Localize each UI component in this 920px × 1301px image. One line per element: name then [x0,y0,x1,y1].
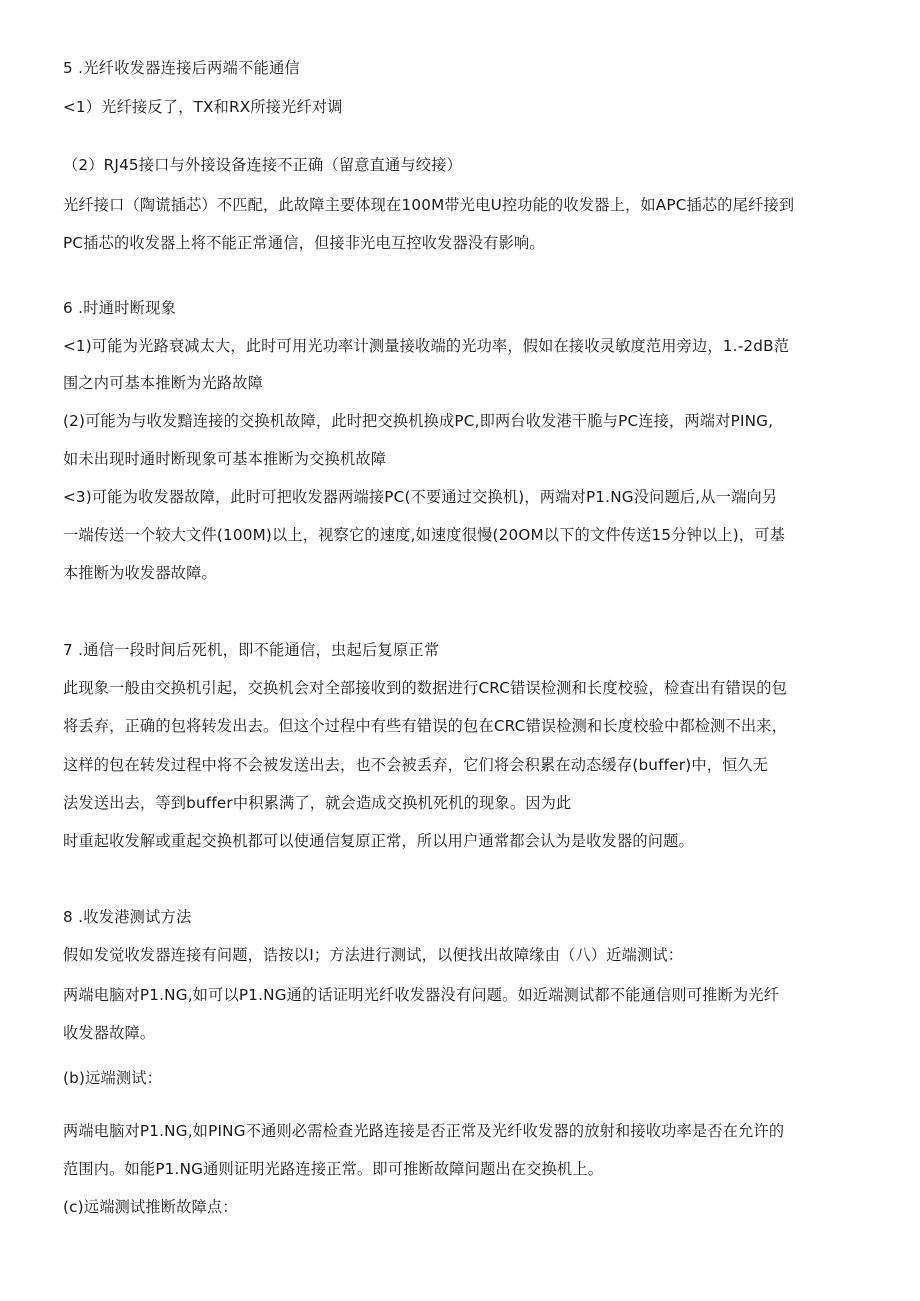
section-8-near-test-line-2: 收发器故障。 [63,1024,156,1042]
section-5-heading: 5 .光纤收发器连接后两端不能通信 [63,59,301,77]
section-8-intro: 假如发觉收发器连接有问题，诰按以I；方法进行测试，以便找出故障缘由（八）近端测试： [63,946,684,964]
section-7-paragraph-line-2: 将丢弃，正确的包将转发出去。但这个过程中有些有错误的包在CRC错误检测和长度校验中都检测不出来， [63,717,788,735]
section-6-item-3-line-3: 本推断为收发器故障。 [63,564,217,582]
section-6-heading: 6 .时通时断现象 [63,299,177,317]
section-8-far-test-label: (b)远端测试： [63,1069,163,1087]
section-7-paragraph-line-1: 此现象一般由交换机引起，交换机会对全部接收到的数据进行CRC错误检测和长度校验，检查出有错误的包 [63,679,788,697]
section-8-far-test-line-1: 两端电脑对P1.NG,如PING不通则必需检查光路连接是否正常及光纤收发器的放射和接收功率是否在允许的 [63,1122,785,1140]
section-6-item-3-line-1: <3)可能为收发器故障，此时可把收发器两端接PC(不要通过交换机)，两端对P1.NG没问题后,从一端向另 [63,488,778,506]
section-6-item-1-line-1: <1)可能为光路衰减太大，此时可用光功率计测量接收端的光功率，假如在接收灵敏度范用旁边，1.-2dB范 [63,337,790,355]
section-6-item-3-line-2: 一端传送一个较大文件(100M)以上，视察它的速度,如速度很慢(20OM以下的文件传送15分钟以上)，可基 [63,526,786,544]
section-6-item-2-line-2: 如未出现时通时断现象可基本推断为交换机故障 [63,450,387,468]
section-8-far-test-line-2: 范围内。如能P1.NG通则证明光路连接正常。即可推断故障问题出在交换机上。 [63,1160,604,1178]
section-8-fault-point-label: (c)远端测试推断故障点： [63,1198,238,1216]
section-7-paragraph-line-3: 这样的包在转发过程中将不会被发送出去，也不会被丢弃，它们将会积累在动态缓存(buffer)中，恒久无 [63,756,769,774]
section-7-paragraph-line-5: 时重起收发解或重起交换机都可以使通信复原正常，所以用户通常都会认为是收发器的问题。 [63,832,694,850]
section-7-paragraph-line-4: 法发送出去，等到buffer中积累满了，就会造成交换机死机的现象。因为此 [63,794,572,812]
section-5-item-1: <1）光纤接反了，TX和RX所接光纤对调 [63,98,343,116]
section-6-item-1-line-2: 围之内可基本推断为光路故障 [63,374,264,392]
section-5-item-2: （2）RJ45接口与外接设备连接不正确（留意直通与绞接） [63,156,462,174]
section-7-heading: 7 .通信一段时间后死机，即不能通信，虫起后复原正常 [63,641,440,659]
section-8-heading: 8 .收发港测试方法 [63,908,192,926]
section-5-paragraph-line-1: 光纤接口（陶谎插芯）不匹配，此故障主要体现在100M带光电U控功能的收发器上，如APC插芯的尾纤接到 [63,196,795,214]
section-8-near-test-line-1: 两端电脑对P1.NG,如可以P1.NG通的话证明光纤收发器没有问题。如近端测试都不能通信则可推断为光纤 [63,986,780,1004]
section-6-item-2-line-1: (2)可能为与收发黯连接的交换机故障，此时把交换机换成PC,即两台收发港干脆与PC连接，两端对PING, [63,412,774,430]
section-5-paragraph-line-2: PC插芯的收发器上将不能正常通信，但接非光电互控收发器没有影响。 [63,234,545,252]
